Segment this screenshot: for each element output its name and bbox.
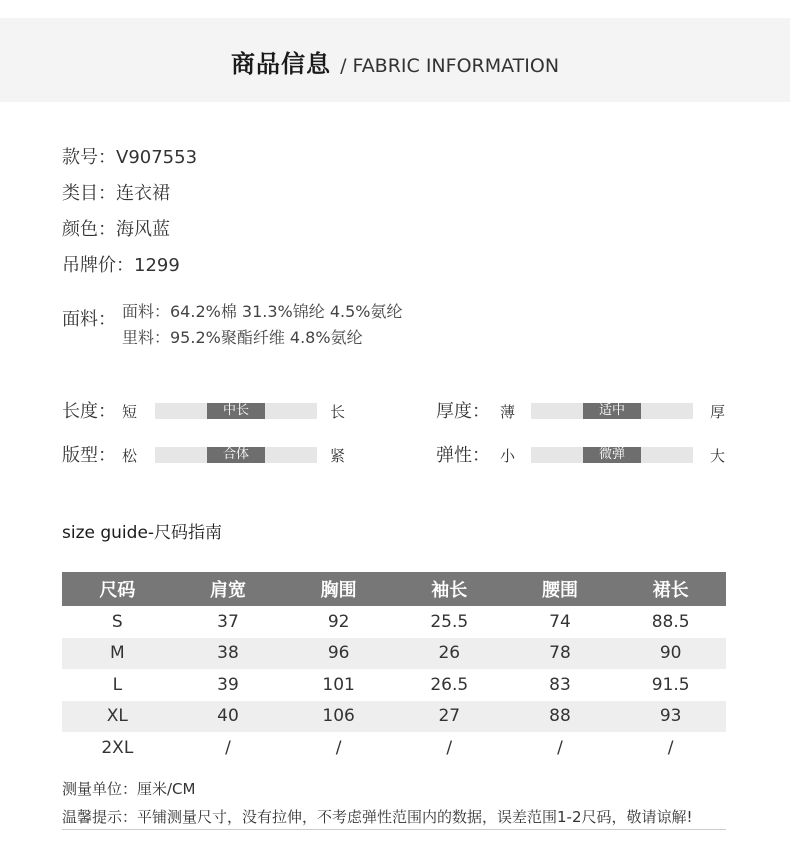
table-cell: M <box>62 638 173 670</box>
table-cell: 2XL <box>101 737 134 758</box>
color-value: 海风蓝 <box>116 219 170 240</box>
scale-length-low: 短 <box>122 403 138 421</box>
table-cell: 83 <box>549 674 571 695</box>
table-cell: / <box>446 737 453 758</box>
page-title-zh: 商品信息 <box>230 50 331 78</box>
table-row <box>62 638 726 670</box>
page-title-en: / FABRIC INFORMATION <box>340 55 560 77</box>
measurement-tip: 温馨提示：平铺测量尺寸，没有拉伸，不考虑弹性范围内的数据，误差范围1-2尺码，敬请谅解! <box>62 808 693 826</box>
fabric-label: 面料： <box>62 309 116 330</box>
size-table-header <box>62 572 726 606</box>
size-table <box>62 572 726 764</box>
size-guide-title: size guide-尺码指南 <box>62 523 223 543</box>
table-cell: / <box>667 737 674 758</box>
table-cell: 101 <box>322 674 355 695</box>
scale-thickness-track <box>531 403 693 419</box>
table-cell: L <box>112 674 123 695</box>
table-row <box>62 701 726 733</box>
style-number-value: V907553 <box>116 147 198 168</box>
table-cell: 92 <box>327 611 350 632</box>
table-cell: / <box>557 737 563 758</box>
fabric-outer: 面料：64.2%棉 31.3%锦纶 4.5%氨纶 <box>122 302 403 321</box>
table-cell: 91.5 <box>651 674 690 695</box>
table-cell: 88 <box>505 701 616 733</box>
header-cell: 裙长 <box>615 572 726 606</box>
table-row <box>62 669 726 701</box>
table-cell: / <box>225 737 231 758</box>
table-cell: 93 <box>615 701 726 733</box>
table-cell: / <box>335 737 342 758</box>
table-cell: 74 <box>549 611 571 632</box>
tag-price-value: 1299 <box>134 255 180 276</box>
table-cell: 38 <box>173 638 284 670</box>
scale-length-mark: 中长 <box>207 403 265 419</box>
scale-elasticity-track <box>531 447 693 463</box>
header-cell: 腰围 <box>505 572 616 606</box>
style-number-label: 款号： <box>62 147 116 168</box>
color-label: 颜色： <box>62 219 116 240</box>
scale-elasticity <box>436 445 736 465</box>
scale-thickness-low: 薄 <box>500 403 516 421</box>
style-number <box>62 143 197 169</box>
measure-unit-note: 测量单位：厘米/CM <box>62 780 196 798</box>
scale-fit-high: 紧 <box>330 447 346 465</box>
category <box>62 179 170 205</box>
scale-fit <box>62 445 362 465</box>
scale-elasticity-mark: 微弹 <box>583 447 641 463</box>
header-cell: 尺码 <box>62 572 173 606</box>
fabric-lining: 里料：95.2%聚酯纤维 4.8%氨纶 <box>122 328 363 347</box>
table-cell: 88.5 <box>651 611 690 632</box>
header-cell: 袖长 <box>394 572 505 606</box>
table-cell: 78 <box>505 638 616 670</box>
scale-fit-label: 版型： <box>62 445 116 466</box>
scale-length-label: 长度： <box>62 401 116 422</box>
scale-elasticity-high: 大 <box>710 447 726 465</box>
table-row <box>62 606 726 638</box>
table-cell: 37 <box>217 611 239 632</box>
scale-thickness <box>436 401 736 421</box>
category-label: 类目： <box>62 183 116 204</box>
table-cell: 26 <box>394 638 505 670</box>
scale-fit-low: 松 <box>122 447 138 465</box>
tag-price <box>62 251 180 277</box>
table-cell: 90 <box>615 638 726 670</box>
table-cell: 26.5 <box>430 674 469 695</box>
header-cell: 肩宽 <box>173 572 284 606</box>
scale-thickness-high: 厚 <box>710 403 726 421</box>
table-cell: 39 <box>217 674 239 695</box>
scale-elasticity-label: 弹性： <box>436 445 490 466</box>
category-value: 连衣裙 <box>116 183 170 204</box>
table-cell: 96 <box>283 638 394 670</box>
scale-fit-track <box>155 447 317 463</box>
table-cell: 27 <box>394 701 505 733</box>
scale-length <box>62 401 362 421</box>
table-row <box>62 732 726 764</box>
table-cell: XL <box>62 701 173 733</box>
scale-length-track <box>155 403 317 419</box>
table-cell: 40 <box>173 701 284 733</box>
scale-thickness-label: 厚度： <box>436 401 490 422</box>
table-cell: 25.5 <box>430 611 469 632</box>
bottom-divider <box>62 829 726 830</box>
page-title <box>0 44 790 79</box>
color <box>62 215 170 241</box>
table-cell: S <box>111 611 123 632</box>
scale-elasticity-low: 小 <box>500 447 516 465</box>
tag-price-label: 吊牌价： <box>62 255 134 276</box>
scale-fit-mark: 合体 <box>207 447 265 463</box>
scale-length-high: 长 <box>330 403 346 421</box>
scale-thickness-mark: 适中 <box>583 403 641 419</box>
table-cell: 106 <box>283 701 394 733</box>
header-cell: 胸围 <box>283 572 394 606</box>
